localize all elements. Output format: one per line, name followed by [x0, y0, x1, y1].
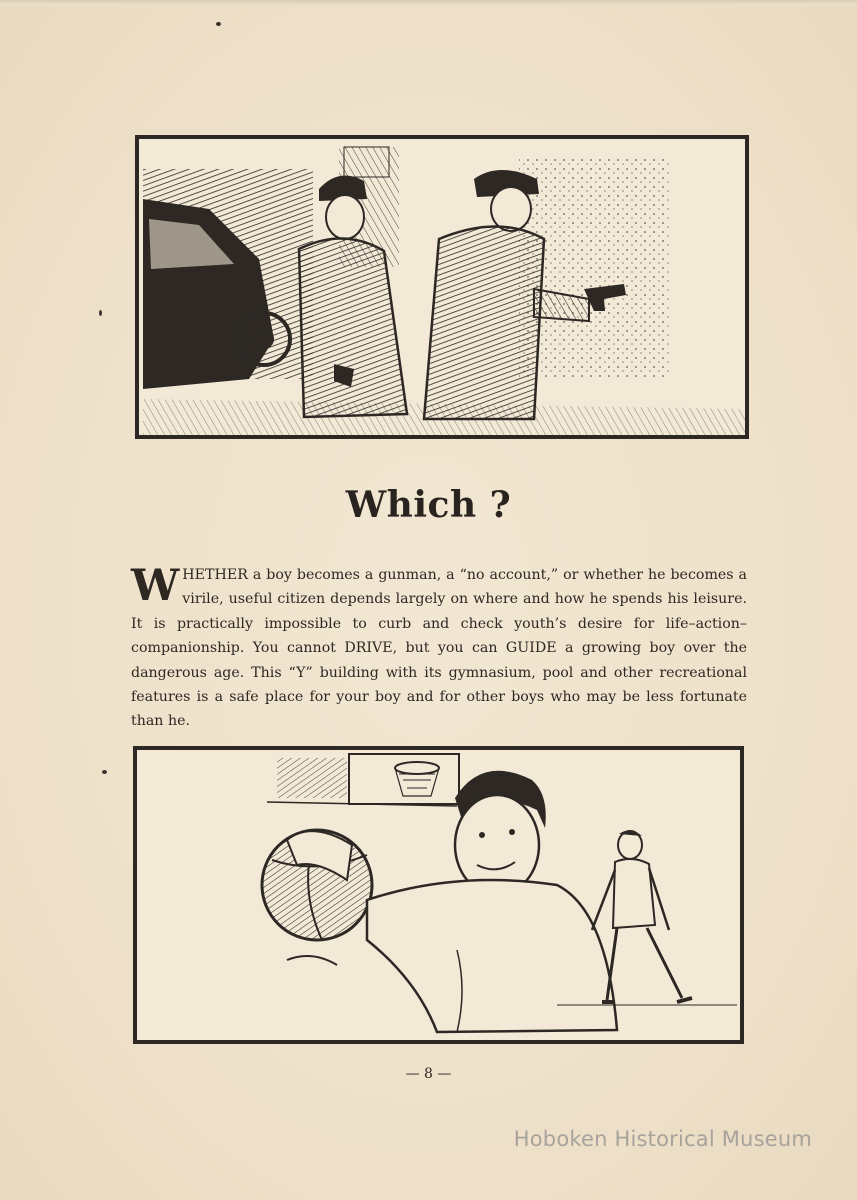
page-number: — 8 — [405, 1066, 452, 1082]
ink-speck [216, 22, 221, 26]
drop-cap: W [131, 561, 180, 611]
basketball-illustration [133, 746, 744, 1044]
museum-watermark: Hoboken Historical Museum [513, 1127, 812, 1151]
ink-speck [102, 770, 107, 774]
page-heading: Which ? [345, 484, 512, 526]
page-top-edge [0, 0, 857, 6]
gunman-illustration [135, 135, 749, 439]
paragraph-text: HETHER a boy becomes a gunman, a “no account,” or whether he becomes a virile, useful citizen depends largely on where and how he spends his leisure. It is practically impossible to curb and check youth’s desire for life–action–companionship. You cannot DRIVE, but you can GUIDE a growing boy over the dangerous age. This “Y” building with its gymnasium, pool and other recreational features is a safe place for your boy and for other boys who may be less fortunate than he. [131, 567, 747, 730]
body-paragraph [131, 563, 747, 734]
ink-speck [99, 310, 102, 316]
gunman-illustration-drawing [139, 139, 745, 435]
basketball-illustration-drawing [137, 750, 740, 1040]
